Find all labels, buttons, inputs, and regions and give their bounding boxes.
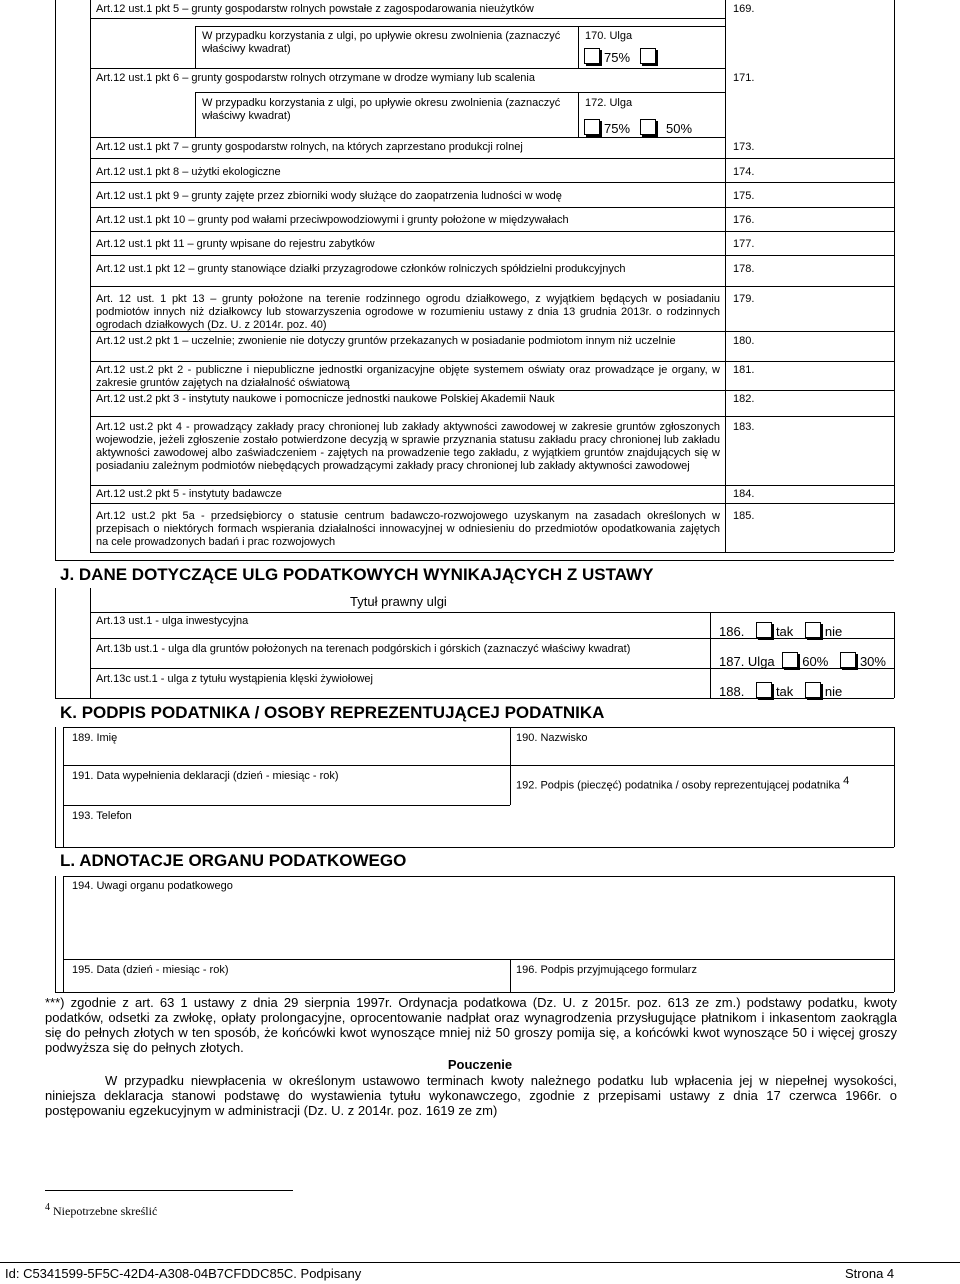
- fill-date-field[interactable]: 191. Data wypełnienia deklaracji (dzień - miesiąc - rok): [72, 770, 339, 782]
- relief-row-177-number: 177.: [733, 238, 755, 250]
- section-k-heading: K. PODPIS PODATNIKA / OSOBY REPREZENTUJĄCEJ PODATNIKA: [60, 703, 605, 722]
- relief-row-185-number: 185.: [733, 510, 755, 522]
- relief-row-169-number: 169.: [733, 3, 755, 15]
- relief-row-174-text: Art.12 ust.1 pkt 8 – użytki ekologiczne: [96, 166, 281, 178]
- field-188: [719, 682, 842, 699]
- page-number: Strona 4: [845, 1266, 895, 1281]
- field-188-no-label: nie: [824, 684, 843, 699]
- checkbox-188-no[interactable]: [805, 682, 821, 698]
- field-186-yes-label: tak: [775, 624, 794, 639]
- footnote: [45, 1202, 157, 1219]
- signature-field[interactable]: [516, 775, 886, 803]
- relief-row-175-text: Art.12 ust.1 pkt 9 – grunty zajęte przez zbiorniki wody służące do zaopatrzenia ludności w wodę: [96, 190, 562, 202]
- checkbox-187-60[interactable]: [782, 652, 798, 668]
- relief-188-text: Art.13c ust.1 - ulga z tytułu wystąpienia klęski żywiołowej: [96, 673, 373, 685]
- relief-row-182-number: 182.: [733, 393, 755, 405]
- field-187-60-label: 60%: [802, 654, 829, 669]
- relief-row-181-text: Art.12 ust.2 pkt 2 - publiczne i niepubliczne jednostki organizacyjne objęte systemem oświaty oraz prowadzące je organy, w zakresie gruntów zajętych na działalność oświatową: [96, 364, 720, 389]
- relief-row-175-number: 175.: [733, 190, 755, 202]
- checkbox-186-yes[interactable]: [756, 622, 772, 638]
- field-172-options: [582, 119, 692, 136]
- relief-row-173-number: 173.: [733, 141, 755, 153]
- relief-row-184-number: 184.: [733, 488, 755, 500]
- legal-title-header: Tytuł prawny ulgi: [350, 594, 447, 609]
- pouczenie-title: Pouczenie: [447, 1057, 513, 1072]
- document-id: Id: C5341599-5F5C-42D4-A308-04B7CFDDC85C. Podpisany: [5, 1266, 362, 1281]
- checkbox-170-75[interactable]: [584, 48, 600, 64]
- footnote-separator: [45, 1190, 293, 1191]
- checkbox-187-30[interactable]: [840, 652, 856, 668]
- phone-field[interactable]: 193. Telefon: [72, 810, 132, 822]
- relief-row-180-number: 180.: [733, 335, 755, 347]
- field-170-label: 170. Ulga: [585, 30, 633, 42]
- signature-field-label: 192. Podpis (pieczęć) podatnika / osoby reprezentującej podatnika: [516, 779, 841, 792]
- pouczenie-text: W przypadku niewpłacenia w określonym ustawowo terminach kwoty należnego podatku lub wpłacenia jej w niepełnej wysokości, niniejsza deklaracja stanowi podstawę do wystawienia tytułu wykonawczego, zgodnie z przepisami ustawy z dnia 17 czerwca 1966r. o postępowaniu egzekucyjnym w administracji (Dz. U. z 2014r. poz. 1619 ze zm): [45, 1073, 897, 1118]
- ulga-condition-170-text: W przypadku korzystania z ulgi, po upływie okresu zwolnienia (zaznaczyć właściwy kwadrat): [202, 30, 561, 55]
- field-187-30-label: 30%: [859, 654, 886, 669]
- section-j-heading: J. DANE DOTYCZĄCE ULG PODATKOWYCH WYNIKAJĄCYCH Z USTAWY: [60, 565, 654, 584]
- relief-row-179-number: 179.: [733, 293, 755, 305]
- footnote-mark: 4: [45, 1202, 50, 1213]
- field-170-75-label: 75%: [604, 50, 631, 65]
- footnote-ref-4: 4: [843, 775, 850, 787]
- checkbox-188-yes[interactable]: [756, 682, 772, 698]
- relief-row-185-text: Art.12 ust.2 pkt 5a - przedsiębiorcy o statusie centrum badawczo-rozwojowego uzyskanym na zasadach określonych w przepisach o niektórych formach wspierania działalności innowacyjnej w odniesieniu do przedmiotów opodatkowania zajętych na cele prowadzonych badań i prac rozwojowych: [96, 510, 720, 548]
- rounding-note: ***) zgodnie z art. 63 1 ustawy z dnia 29 sierpnia 1997r. Ordynacja podatkowa (Dz. U. z 2015r. poz. 613 ze zm.) podstawy podatku, kwoty podatków, odsetki za zwłokę, opłaty prolongacyjne, oprocentowanie nadpłat oraz wynagrodzenia przysługujące płatnikom i inkasentom zaokrągla się do pełnych złotych w ten sposób, że końcówki kwot wynoszące mniej niż 50 groszy pomija się, a końcówki kwot wynoszące 50 i więcej groszy podwyższa się do pełnych złotych.: [45, 995, 897, 1055]
- last-name-field[interactable]: 190. Nazwisko: [516, 732, 588, 744]
- field-187: [719, 652, 886, 669]
- relief-row-183-number: 183.: [733, 421, 755, 433]
- checkbox-172-50[interactable]: [640, 119, 656, 135]
- relief-row-181-number: 181.: [733, 364, 755, 376]
- relief-row-184-text: Art.12 ust.2 pkt 5 - instytuty badawcze: [96, 488, 282, 500]
- field-172-50-label: 50%: [666, 121, 693, 136]
- relief-row-178-text: Art.12 ust.1 pkt 12 – grunty stanowiące działki przyzagrodowe członków rolniczych spółdzielni produkcyjnych: [96, 263, 626, 275]
- relief-row-171-number: 171.: [733, 72, 755, 84]
- field-188-label: 188.: [719, 684, 745, 699]
- first-name-field[interactable]: 189. Imię: [72, 732, 118, 744]
- relief-row-179-text: Art. 12 ust. 1 pkt 13 – grunty położone na terenie rodzinnego ogrodu działkowego, z wyjątkiem będących w posiadaniu podmiotów innych niż działkowcy lub stowarzyszenia ogrodowe w rozumieniu ustawy z dnia 13 grudnia 2013r. o rodzinnych ogrodach działkowych (Dz. U. z 2014r. poz. 40): [96, 293, 720, 331]
- field-172-label: 172. Ulga: [585, 97, 633, 109]
- checkbox-170-other[interactable]: [640, 48, 656, 64]
- relief-row-171-text: Art.12 ust.1 pkt 6 – grunty gospodarstw rolnych otrzymane w drodze wymiany lub scalenia: [96, 72, 535, 84]
- field-186-label: 186.: [719, 624, 745, 639]
- relief-187-text: Art.13b ust.1 - ulga dla gruntów położonych na terenach podgórskich i górskich (zaznaczyć właściwy kwadrat): [96, 643, 631, 655]
- relief-row-176-number: 176.: [733, 214, 755, 226]
- relief-row-178-number: 178.: [733, 263, 755, 275]
- relief-row-169-text: Art.12 ust.1 pkt 5 – grunty gospodarstw rolnych powstałe z zagospodarowania nieużytków: [96, 3, 534, 15]
- footnote-text: Niepotrzebne skreślić: [53, 1204, 158, 1218]
- checkbox-172-75[interactable]: [584, 119, 600, 135]
- ulga-condition-172-text: W przypadku korzystania z ulgi, po upływie okresu zwolnienia (zaznaczyć właściwy kwadrat): [202, 97, 561, 122]
- field-188-yes-label: tak: [775, 684, 794, 699]
- receipt-date-field[interactable]: 195. Data (dzień - miesiąc - rok): [72, 964, 229, 976]
- relief-row-182-text: Art.12 ust.2 pkt 3 - instytuty naukowe i pomocnicze jednostki naukowe Polskiej Akademii Nauk: [96, 393, 555, 405]
- relief-row-183-text: Art.12 ust.2 pkt 4 - prowadzący zakłady pracy chronionej lub zakłady aktywności zawodowej w zakresie gruntów zgłoszonych wojewodzie, jeżeli zgłoszenie zostało potwierdzone decyzją w sprawie przyznania statusu zakładu pracy chronionej lub zakładu aktywności zawodowej albo zaświadczeniem - zajętych na prowadzenie tego zakładu, z wyjątkiem gruntów znajdujących się w posiadaniu zależnym podmiotów niebędących prowadzącymi zakłady pracy chronionej lub zakłady aktywności zawodowej: [96, 421, 720, 472]
- relief-186-text: Art.13 ust.1 - ulga inwestycyjna: [96, 615, 249, 627]
- authority-remarks-field[interactable]: 194. Uwagi organu podatkowego: [72, 880, 233, 892]
- field-187-label: 187. Ulga: [719, 654, 775, 669]
- relief-row-173-text: Art.12 ust.1 pkt 7 – grunty gospodarstw rolnych, na których zaprzestano produkcji rolnej: [96, 141, 523, 153]
- relief-row-174-number: 174.: [733, 166, 755, 178]
- field-186: [719, 622, 842, 639]
- relief-row-177-text: Art.12 ust.1 pkt 11 – grunty wpisane do rejestru zabytków: [96, 238, 375, 250]
- relief-row-180-text: Art.12 ust.2 pkt 1 – uczelnie; zwonienie nie dotyczy gruntów przekazanych w posiadanie podmiotom innym niż uczelnie: [96, 335, 676, 347]
- receiver-signature-field[interactable]: 196. Podpis przyjmującego formularz: [516, 964, 697, 976]
- field-170-options: [582, 48, 660, 65]
- footer-separator: [0, 1262, 960, 1263]
- field-172-75-label: 75%: [604, 121, 631, 136]
- checkbox-186-no[interactable]: [805, 622, 821, 638]
- field-186-no-label: nie: [824, 624, 843, 639]
- relief-row-176-text: Art.12 ust.1 pkt 10 – grunty pod wałami przeciwpowodziowymi i grunty położone w międzywałach: [96, 214, 569, 226]
- section-l-heading: L. ADNOTACJE ORGANU PODATKOWEGO: [60, 851, 407, 870]
